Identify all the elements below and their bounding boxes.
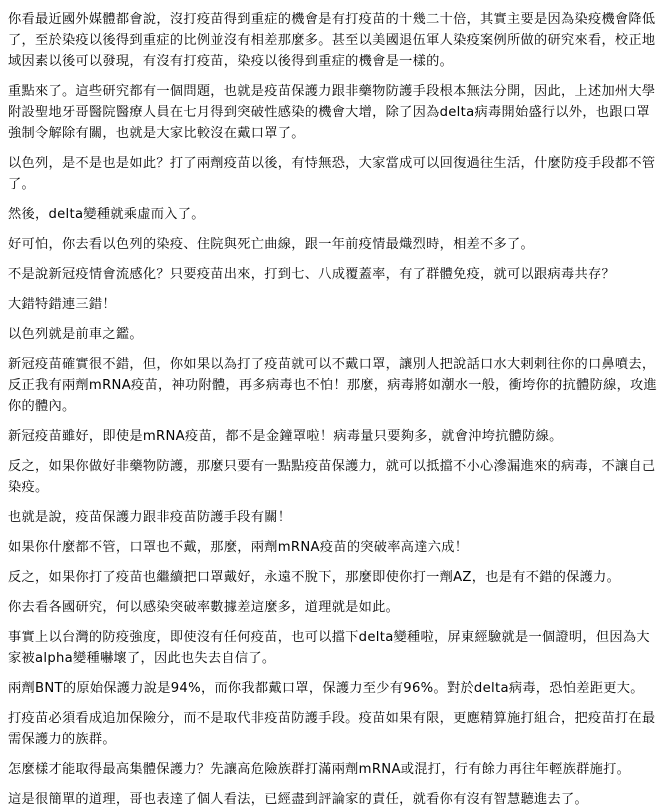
post-paragraph-7: 大錯特錯連三錯！ (8, 297, 116, 312)
post-paragraph-18: 打疫苗必須看成追加保險分，而不是取代非疫苗防護手段。疫苗如果有限，更應精算施打組合，把疫苗打在最需保護力的族群。 (8, 711, 656, 747)
post-paragraph-8: 以色列就是前車之鑑。 (8, 327, 143, 342)
post-paragraph-15: 你去看各國研究，何以感染突破率數據差這麼多，道理就是如此。 (8, 600, 400, 615)
post-paragraph-2: 重點來了。這些研究都有一個問題，也就是疫苗保護力跟非藥物防護手段根本無法分開，因此，上述加州大學附設聖地牙哥醫院醫療人員在七月得到突破性感染的機會大增，除了因為delta病毒開始盛行以外，也跟口罩強制令解除有關，也就是大家比較沒在戴口罩了。 (8, 84, 656, 141)
post-paragraph-16: 事實上以台灣的防疫強度，即使沒有任何疫苗，也可以擋下delta變種啦，屏東經驗就是一個證明，但因為大家被alpha變種嚇壞了，因此也失去自信了。 (8, 630, 650, 666)
post-paragraph-6: 不是說新冠疫情會流感化？只要疫苗出來，打到七、八成覆蓋率，有了群體免疫，就可以跟病毒共存？ (8, 267, 615, 282)
post-paragraph-17: 兩劑BNT的原始保護力說是94%，而你我都戴口罩，保護力至少有96%。對於delta病毒，恐怕差距更大。 (8, 681, 644, 696)
post-paragraph-3: 以色列，是不是也是如此？打了兩劑疫苗以後，有恃無恐，大家當成可以回復過往生活，什麼防疫手段都不管了。 (8, 156, 656, 192)
post-paragraph-5: 好可怕，你去看以色列的染疫、住院與死亡曲線，跟一年前疫情最熾烈時，相差不多了。 (8, 237, 535, 252)
post-paragraph-9: 新冠疫苗確實很不錯，但，你如果以為打了疫苗就可以不戴口罩，讓別人把說話口水大剌剌往你的口鼻噴去，反正我有兩劑mRNA疫苗，神功附體，再多病毒也不怕！那麼，病毒將如潮水一般，衝垮你的抗體防線，攻進你的體內。 (8, 357, 658, 414)
post-paragraph-19: 怎麼樣才能取得最高集體保護力？先讓高危險族群打滿兩劑mRNA或混打，行有餘力再往年輕族群施打。 (8, 762, 631, 777)
post-paragraph-13: 如果你什麼都不管，口罩也不戴，那麼，兩劑mRNA疫苗的突破率高達六成！ (8, 540, 469, 555)
post-paragraph-12: 也就是說，疫苗保護力跟非疫苗防護手段有關！ (8, 510, 292, 525)
post-paragraph-14: 反之，如果你打了疫苗也繼續把口罩戴好，永遠不脫下，那麼即使你打一劑AZ，也是有不錯的保護力。 (8, 570, 621, 585)
post-paragraph-10: 新冠疫苗雖好，即使是mRNA疫苗，都不是金鐘罩啦！病毒量只要夠多，就會沖垮抗體防線。 (8, 429, 563, 444)
post-paragraph-1: 你看最近國外媒體都會說，沒打疫苗得到重症的機會是有打疫苗的十幾二十倍，其實主要是因為染疫機會降低了，至於染疫以後得到重症的比例並沒有相差那麼多。甚至以美國退伍軍人染疫案例所做的研究來看，校正地域因素以後可以發現，有沒有打疫苗，染疫以後得到重症的機會是一樣的。 (8, 12, 656, 69)
post-paragraph-11: 反之，如果你做好非藥物防護，那麼只要有一點點疫苗保護力，就可以抵擋不小心滲漏進來的病毒，不讓自己染疫。 (8, 459, 656, 495)
post-paragraph-20: 這是很簡單的道理，哥也表達了個人看法，已經盡到評論家的責任，就看你有沒有智慧聽進去了。 (8, 792, 588, 807)
post-paragraph-4: 然後，delta變種就乘虛而入了。 (8, 207, 205, 222)
